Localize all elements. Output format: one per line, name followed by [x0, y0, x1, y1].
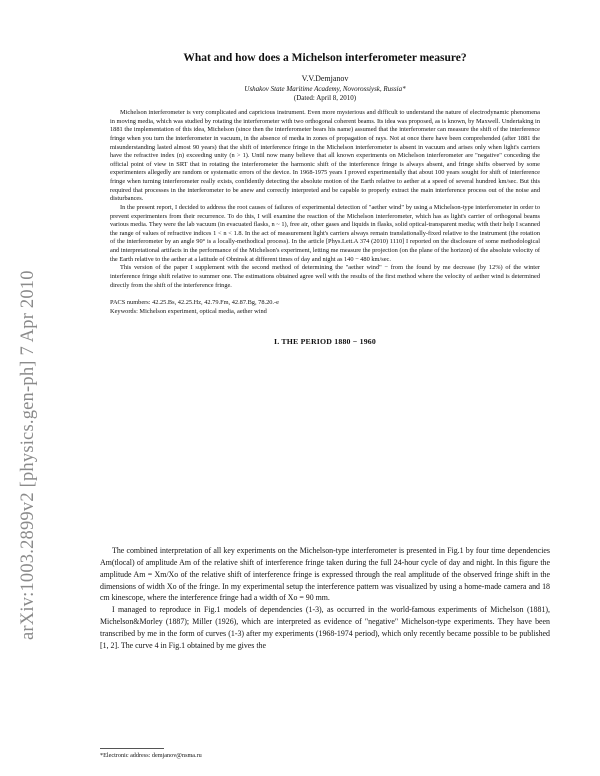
abstract-paragraph-1: Michelson interferometer is very complicated and capricious instrument. Even more mysterious and difficult to understand the nature of electrodynamic phenomena in moving media, which was studied by rotating the interferometer with two orthogonal coherent beams. Its idea was proposed, as is known, by Maxwell. Undertaking in 1881 the implementation of this idea, Michelson (since then the interferometer bears his name) assumed that the interferometer can measure the shift of the interference fringe when you turn the interferometer in vacuum, in the absence of media in zones of propagation of rays. Not at once there have been comprehended (after 1881 the misunderstanding lasted almost 90 years) that the shift of interference fringe in the Michelson interferometer is absent in vacuum and arises only when light's carriers have the refractive index (n) exceeding unity (n > 1). Until now many believe that all known experiments on Michelson interferometer are "negative" conceding the official point of view in SRT that in rotating the interferometer the harmonic shift of the interference fringe is always absent, and fringe shifts observed by some experimenters allegedly are random or systematic errors of the device. In 1968-1975 years I proved experimentally that about 100 years sought for shift of interference fringe when turning interferometer really exists, confidently detecting the absolute motion of the Earth relative to aether at a speed of several hundred km/sec. But this required that processes in the interferometer to be anew and correctly interpreted and be capable to properly extract the main interference process out of the noise and disturbances. — [110, 109, 540, 203]
abstract — [110, 109, 540, 290]
author-affiliation: Ushakov State Maritime Academy, Novorossiysk, Russia* — [244, 85, 406, 93]
section-heading: I. THE PERIOD 1880 − 1960 — [273, 337, 376, 347]
arxiv-identifier-stamp: arXiv:1003.2899v2 [physics.gen-ph] 7 Apr 2010 — [18, 270, 38, 640]
paper-title: What and how does a Michelson interferometer measure? — [183, 52, 467, 64]
date-line: (Dated: April 8, 2010) — [293, 94, 357, 102]
body-paragraph-1: The combined interpretation of all key experiments on the Michelson-type interferometer is presented in Fig.1 by four time dependencies Am(tlocal) of amplitude Am of the relative shift of interference fringe taken during the full 24-hour cycle of day and night. In this figure the amplitude Am = Xm/Xo of the relative shift of interference fringe is expressed through the real amplitude of the observed fringe shift in the dimensions of width Xo of the fringe. In my experimental setup the interference pattern was visualized by using a home-made camera and 18 cm kinescope, where the interference fringe had a width of Xo = 90 mm. — [100, 546, 550, 603]
keywords: Keywords: Michelson experiment, optical media, aether wind — [110, 307, 267, 315]
abstract-paragraph-2: In the present report, I decided to address the root causes of failures of experimental detection of "aether wind" by using a Michelson-type interferometer in order to prevent experimenters from their recurrence. To do this, I will examine the reaction of the Michelson interferometer, which has as light's carrier of orthogonal beams various media. They were the lab vacuum (in evacuated flasks, n ~ 1), free air, other gases and liquids in flasks, solid optical-transparent media; with their help I scanned the range of values of refractive indices 1 < n < 1.8. In the act of measurement light's carriers always remain translationally-fixed relative to the instrument (the rotation of the interferometer by an angle 90° is a locally-methodical process). In the article [Phys.Lett.A 374 (2010) 1110] I reported on the disclosure of some methodological and interpretational artifacts in the performance of the Michelson's experiment, letting me measure the projection (on the plane of the horizon) of the absolute velocity of the Earth relative to the aether at a latitude of Obninsk at different times of day and night as 140 − 480 km/sec. — [110, 203, 540, 263]
paper-page — [100, 0, 550, 346]
body-paragraph-2: I managed to reproduce in Fig.1 models of dependencies (1-3), as occurred in the world-famous experiments of Michelson (1881), Michelson&Morley (1887); Miller (1926), which are interpreted as evidence of "negative" Michelson-type experiments. They have been transcribed by me in the form of curves (1-3) after my experiments (1968-1974 period), which only recently became possible to be published [1, 2]. The curve 4 in Fig.1 obtained by me gives the — [100, 605, 550, 650]
abstract-paragraph-3: This version of the paper I supplement with the second method of determining the "aether wind" − from the found by me decrease (by 12%) of the winter interference fringe shift relative to summer one. The estimations obtained agree well with the results of the first method where the velocity of aether wind is determined directly from the shift of the interference fringe. — [110, 264, 540, 289]
paper-metadata — [110, 299, 540, 316]
body-text — [100, 545, 550, 652]
footnote-email: *Electronic address: demjanov@nsma.ru — [100, 752, 202, 759]
author-name: V.V.Demjanov — [301, 74, 349, 83]
footnote-rule — [100, 748, 164, 749]
pacs-numbers: PACS numbers: 42.25.Bs, 42.25.Hz, 42.79.Fm, 42.87.Bg, 78.20.-e — [110, 299, 279, 307]
